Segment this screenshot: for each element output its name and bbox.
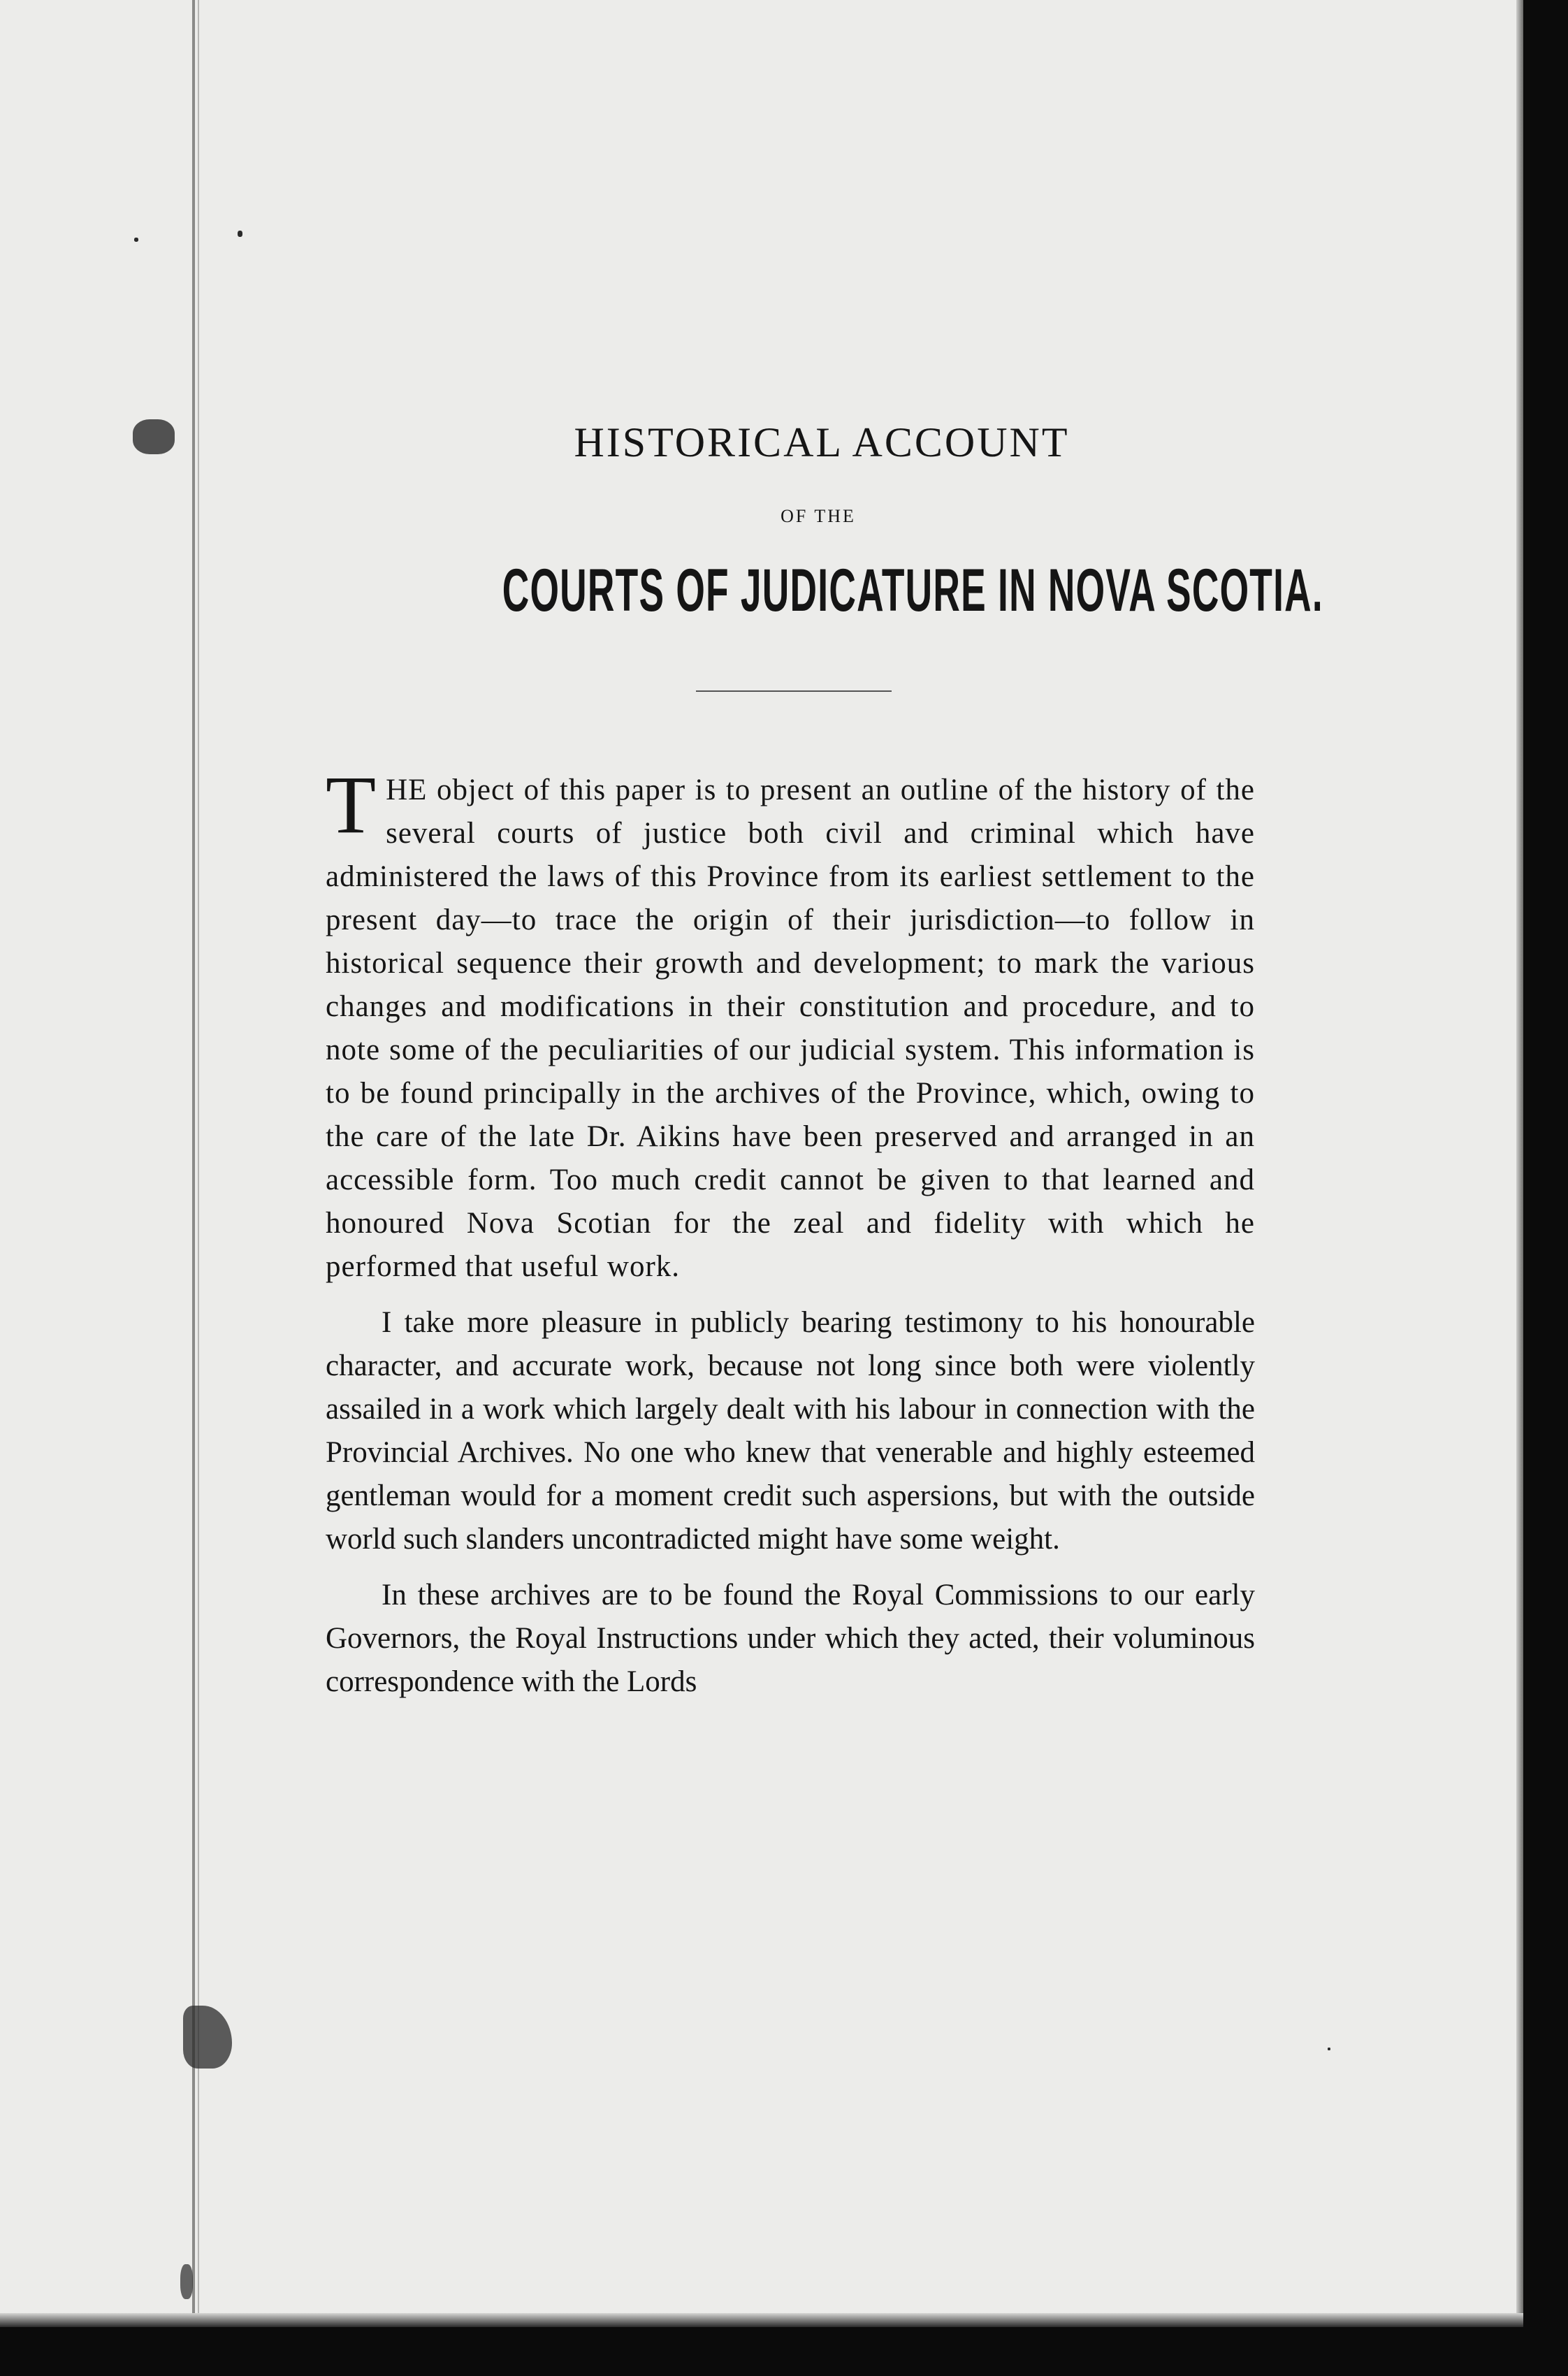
paragraph-2: I take more pleasure in publicly bearing testimony to his honourable character, and accurate work, because not long since both were violently assailed in a work which largely dealt with his labour in connection with the Provincial Archives. No one who knew that venerable and highly esteemed gentleman would for a moment credit such aspersions, but with the outside world such slanders uncontradicted might have some weight.	[326, 1305, 1255, 1556]
paragraph-1	[326, 758, 1255, 1289]
heading-of-the: OF THE	[781, 506, 856, 526]
ink-blot-top-2	[238, 231, 242, 237]
binding-gutter-line-inner	[198, 0, 199, 2327]
body-text	[326, 758, 1255, 1704]
binding-gutter-line	[192, 0, 195, 2327]
paragraph-3: In these archives are to be found the Royal Commissions to our early Governors, the Royal Instructions under which they acted, their voluminous correspondence with the Lords	[326, 1578, 1255, 1698]
heading-historical-account: HISTORICAL ACCOUNT	[574, 419, 1070, 465]
paragraph-1-text: HE object of this paper is to present an outline of the history of the several courts of justice both civil and criminal which have administered the laws of this Province from its earliest settlement to the present day—to trace the origin of their jurisdiction—to follow in historical sequence their growth and development; to mark the various changes and modifications in their constitution and procedure, and to note some of the peculiarities of our judicial system. This information is to be found principally in the archives of the Province, which, owing to the care of the late Dr. Aikins have been preserved and arranged in an accessible form. Too much credit cannot be given to that learned and honoured Nova Scotian for the zeal and fidelity with which he performed that useful work.	[326, 773, 1255, 1283]
page-right-edge	[1516, 0, 1523, 2327]
ink-blot-top	[134, 238, 138, 242]
ink-blot-margin	[133, 419, 175, 454]
speck-right	[1328, 2048, 1330, 2050]
drop-cap: T	[326, 758, 377, 850]
heading-courts-of-judicature: COURTS OF JUDICATURE IN NOVA SCOTIA.	[502, 557, 1323, 624]
section-rule	[696, 690, 892, 692]
document-body	[326, 419, 1323, 1704]
page-bottom-shadow	[0, 2313, 1523, 2327]
ink-blot-bottom	[180, 2264, 193, 2299]
ink-blot-lower	[183, 2006, 232, 2069]
